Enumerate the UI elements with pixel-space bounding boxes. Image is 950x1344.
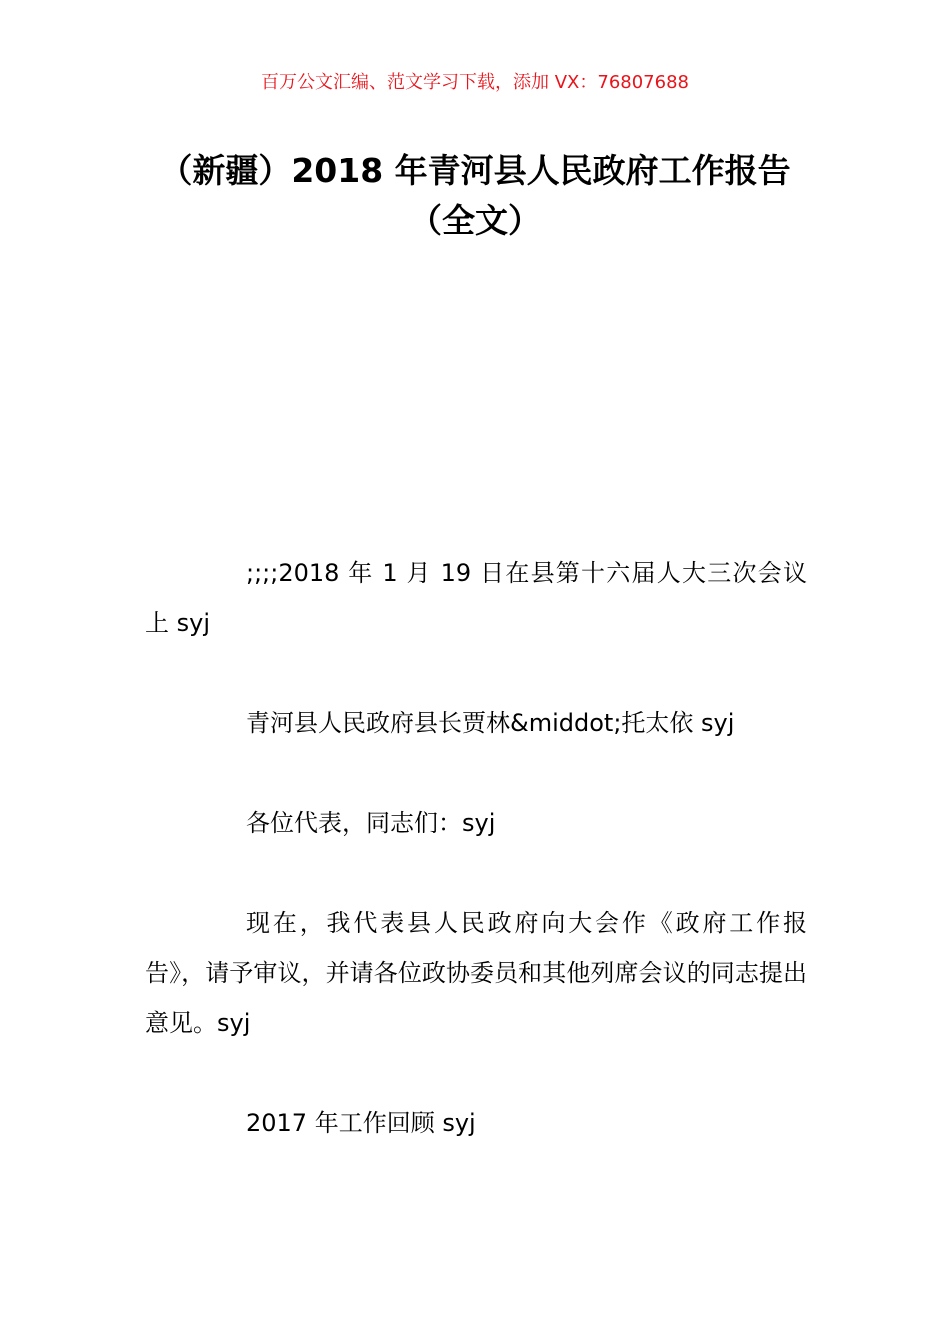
paragraph: 各位代表，同志们：syj <box>246 809 496 837</box>
watermark-header: 百万公文汇编、范文学习下载，添加 VX：76807688 <box>261 72 689 93</box>
paragraph: ;;;;2018 年 1 月 19 日在县第十六届人大三次会议上 syj <box>145 559 807 637</box>
paragraph: 青河县人民政府县长贾林&middot;托太依 syj <box>246 709 735 737</box>
document-title: （新疆）2018 年青河县人民政府工作报告（全文） <box>159 151 791 240</box>
paragraph: 2017 年工作回顾 syj <box>246 1109 476 1137</box>
document-body <box>145 548 807 1198</box>
paragraph: 现在，我代表县人民政府向大会作《政府工作报告》，请予审议，并请各位政协委员和其他列席会议的同志提出意见。syj <box>145 909 807 1037</box>
